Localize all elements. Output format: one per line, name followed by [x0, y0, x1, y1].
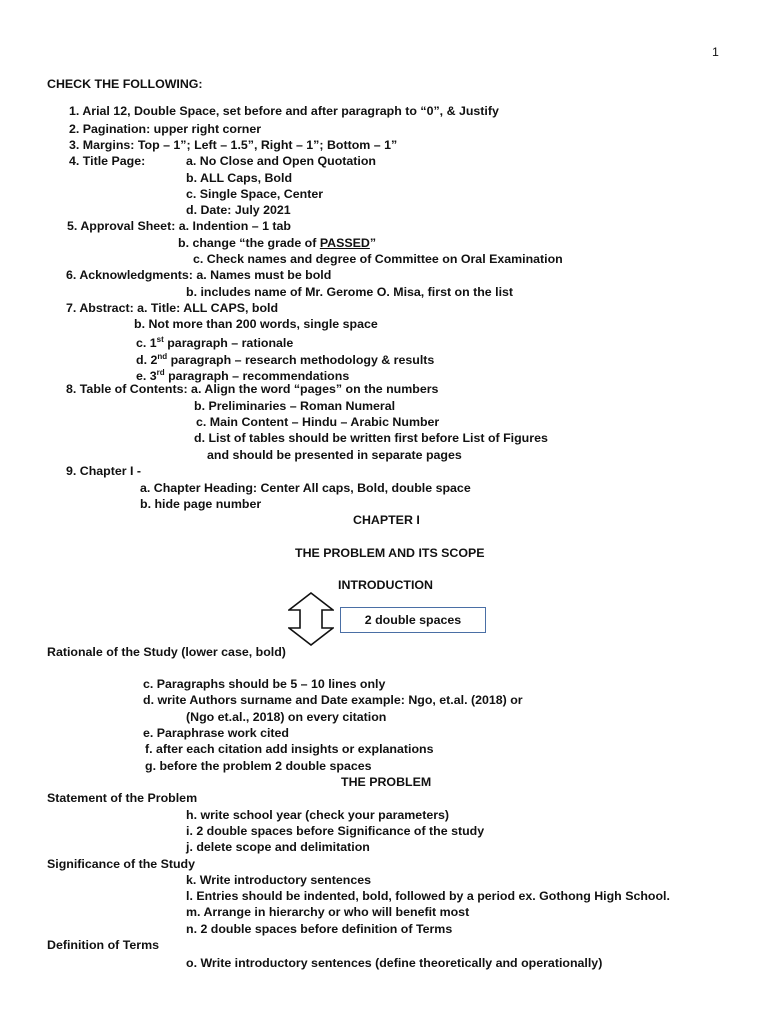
statement-item-i: i. 2 double spaces before Significance of the study	[186, 824, 485, 838]
significance-item-n: n. 2 double spaces before definition of Terms	[186, 922, 453, 936]
item-4b: b. ALL Caps, Bold	[186, 171, 293, 185]
item-7e: e. 3rd paragraph – recommendations	[136, 368, 350, 384]
item-7d: d. 2nd paragraph – research methodology & results	[136, 352, 435, 368]
item-4a: a. No Close and Open Quotation	[186, 154, 376, 168]
item-9b: b. hide page number	[140, 497, 262, 511]
definition-heading: Definition of Terms	[47, 938, 159, 952]
page-number: 1	[712, 45, 719, 59]
item-9: 9. Chapter I -	[66, 464, 142, 478]
item-5b: b. change “the grade of PASSED”	[178, 236, 377, 250]
item-6b: b. includes name of Mr. Gerome O. Misa, first on the list	[186, 285, 514, 299]
item-1: 1. Arial 12, Double Space, set before and after paragraph to “0”, & Justify	[69, 104, 499, 118]
significance-item-k: k. Write introductory sentences	[186, 873, 371, 887]
item-8b: b. Preliminaries – Roman Numeral	[194, 399, 396, 413]
rationale-heading: Rationale of the Study (lower case, bold)	[47, 645, 286, 659]
item-4c: c. Single Space, Center	[186, 187, 324, 201]
item-6: 6. Acknowledgments: a. Names must be bold	[66, 268, 332, 282]
rationale-item-g: g. before the problem 2 double spaces	[145, 759, 372, 773]
spacing-note-label: 2 double spaces	[364, 613, 462, 627]
rationale-item-c: c. Paragraphs should be 5 – 10 lines only	[143, 677, 386, 691]
chapter-heading: CHAPTER I	[353, 513, 420, 527]
checklist-heading: CHECK THE FOLLOWING:	[47, 77, 203, 91]
definition-item-o: o. Write introductory sentences (define theoretically and operationally)	[186, 956, 603, 970]
item-8d-continued: and should be presented in separate pages	[207, 448, 462, 462]
rationale-item-d-continued: (Ngo et.al., 2018) on every citation	[186, 710, 387, 724]
item-4: 4. Title Page:	[69, 154, 146, 168]
rationale-item-f: f. after each citation add insights or explanations	[145, 742, 434, 756]
item-3: 3. Margins: Top – 1”; Left – 1.5”, Right – 1”; Bottom – 1”	[69, 138, 398, 152]
item-8d: d. List of tables should be written first before List of Figures	[194, 431, 548, 445]
significance-heading: Significance of the Study	[47, 857, 196, 871]
item-8c: c. Main Content – Hindu – Arabic Number	[196, 415, 440, 429]
significance-item-l: l. Entries should be indented, bold, followed by a period ex. Gothong High School.	[186, 889, 670, 903]
significance-item-m: m. Arrange in hierarchy or who will benefit most	[186, 905, 470, 919]
spacing-note-box	[340, 607, 486, 633]
item-7c: c. 1st paragraph – rationale	[136, 335, 294, 351]
item-8: 8. Table of Contents: a. Align the word “pages” on the numbers	[66, 382, 439, 396]
item-2: 2. Pagination: upper right corner	[69, 122, 262, 136]
item-7: 7. Abstract: a. Title: ALL CAPS, bold	[66, 301, 279, 315]
rationale-item-d: d. write Authors surname and Date example: Ngo, et.al. (2018) or	[143, 693, 523, 707]
rationale-item-e: e. Paraphrase work cited	[143, 726, 290, 740]
statement-item-h: h. write school year (check your parameters)	[186, 808, 450, 822]
item-5c: c. Check names and degree of Committee on Oral Examination	[193, 252, 563, 266]
up-down-arrow-icon	[288, 592, 334, 646]
statement-heading: Statement of the Problem	[47, 791, 198, 805]
introduction-heading: INTRODUCTION	[338, 578, 433, 592]
item-7b: b. Not more than 200 words, single space	[134, 317, 378, 331]
item-4d: d. Date: July 2021	[186, 203, 291, 217]
item-9a: a. Chapter Heading: Center All caps, Bold, double space	[140, 481, 471, 495]
chapter-title: THE PROBLEM AND ITS SCOPE	[295, 546, 485, 560]
the-problem-heading: THE PROBLEM	[341, 775, 432, 789]
statement-item-j: j. delete scope and delimitation	[186, 840, 370, 854]
item-5: 5. Approval Sheet: a. Indention – 1 tab	[67, 219, 291, 233]
